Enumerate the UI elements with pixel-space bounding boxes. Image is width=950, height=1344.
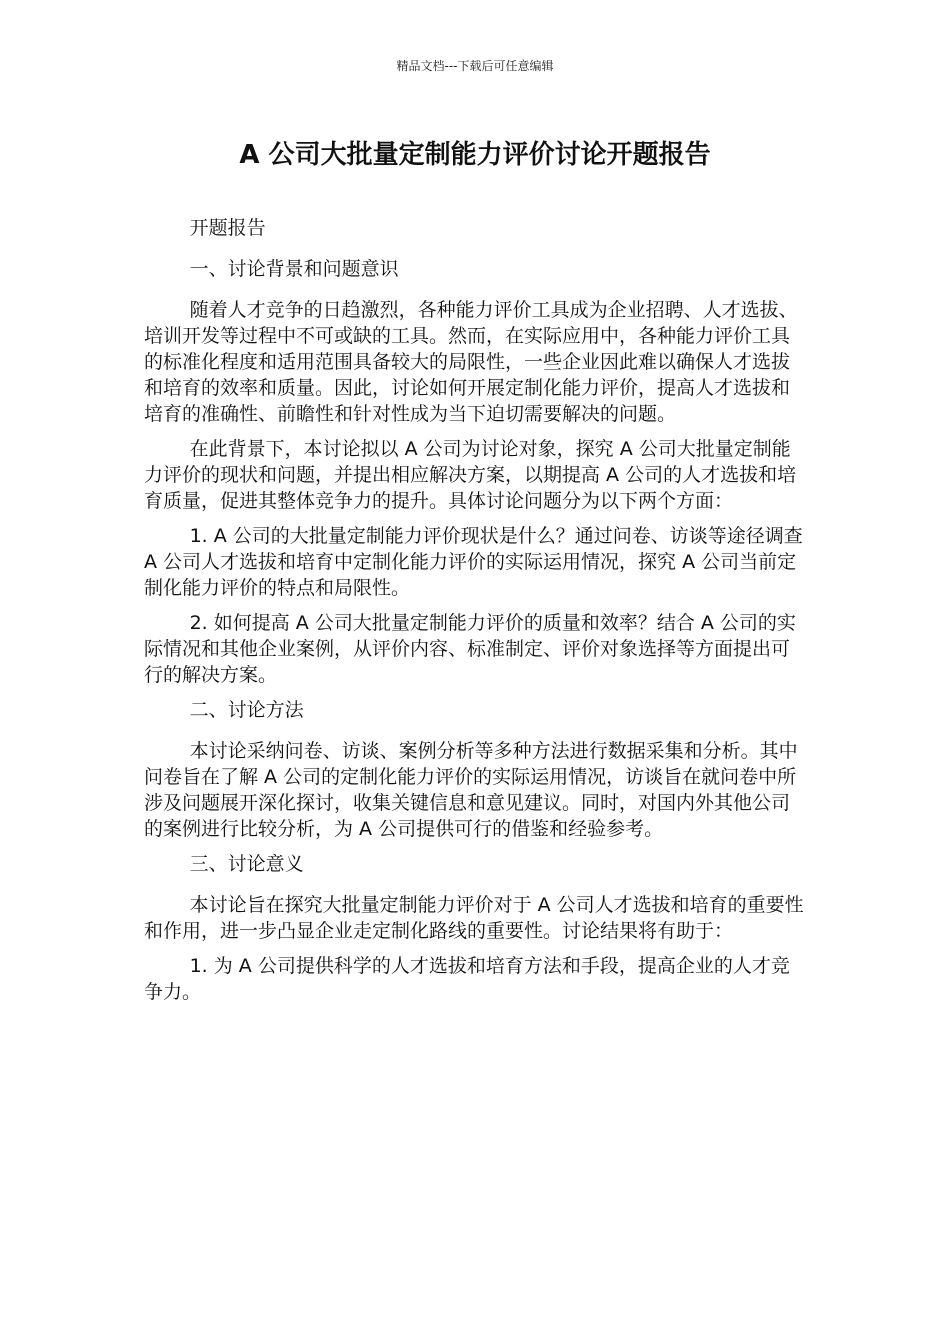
section-heading-report: 开题报告 <box>189 217 266 239</box>
header-note: 精品文档---下载后可任意编辑 <box>396 59 554 73</box>
paragraph-background-1: 随着人才竞争的日趋激烈，各种能力评价工具成为企业招聘、人才选拔、培训开发等过程中不可或缺的工具。然而，在实际应用中，各种能力评价工具的标准化程度和适用范围具备较大的局限性，一些企业因此难以确保人才选拔和培育的效率和质量。因此，讨论如何开展定制化能力评价，提高人才选拔和培育的准确性、前瞻性和针对性成为当下迫切需要解决的问题。 <box>144 299 798 425</box>
paragraph-background-2: 在此背景下，本讨论拟以 A 公司为讨论对象，探究 A 公司大批量定制能力评价的现状和问题，并提出相应解决方案，以期提高 A 公司的人才选拔和培育质量，促进其整体竞争力的提升。具体讨论问题分为以下两个方面： <box>144 438 797 512</box>
paragraph-significance: 本讨论旨在探究大批量定制能力评价对于 A 公司人才选拔和培育的重要性和作用，进一步凸显企业走定制化路线的重要性。讨论结果将有助于： <box>144 894 804 942</box>
paragraph-significance-item-1: 1. 为 A 公司提供科学的人才选拔和培育方法和手段，提高企业的人才竞争力。 <box>144 955 790 1003</box>
paragraph-methods: 本讨论采纳问卷、访谈、案例分析等多种方法进行数据采集和分析。其中问卷旨在了解 A 公司的定制化能力评价的实际运用情况，访谈旨在就问卷中所涉及问题展开深化探讨，收集关键信息和意见建议。同时，对国内外其他公司的案例进行比较分析，为 A 公司提供可行的借鉴和经验参考。 <box>144 740 798 840</box>
section-heading-background: 一、讨论背景和问题意识 <box>189 258 399 280</box>
document-title: A 公司大批量定制能力评价讨论开题报告 <box>239 140 711 170</box>
section-heading-methods: 二、讨论方法 <box>189 699 304 721</box>
section-heading-significance: 三、讨论意义 <box>189 853 304 875</box>
paragraph-question-2: 2. 如何提高 A 公司大批量定制能力评价的质量和效率？结合 A 公司的实际情况和其他企业案例，从评价内容、标准制定、评价对象选择等方面提出可行的解决方案。 <box>144 612 796 686</box>
document-body <box>144 215 804 1014</box>
paragraph-question-1: 1. A 公司的大批量定制能力评价现状是什么？通过问卷、访谈等途径调查 A 公司人才选拔和培育中定制化能力评价的实际运用情况，探究 A 公司当前定制化能力评价的特点和局限性。 <box>144 525 803 599</box>
